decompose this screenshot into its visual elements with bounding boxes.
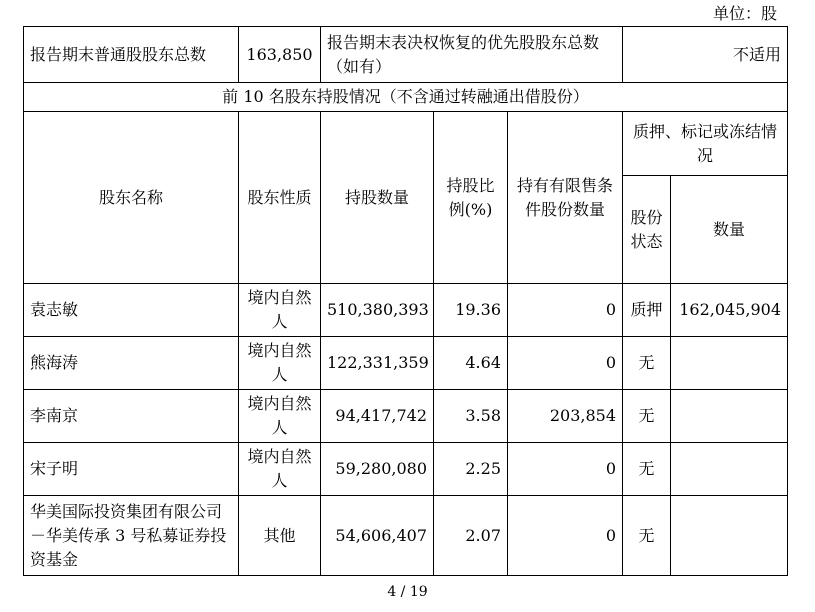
cell-shares: 510,380,393 xyxy=(321,284,434,337)
cell-name: 华美国际投资集团有限公司－华美传承 3 号私募证券投资基金 xyxy=(24,496,239,576)
cell-ratio: 2.25 xyxy=(434,443,508,496)
cell-restricted: 0 xyxy=(508,443,623,496)
cell-status: 无 xyxy=(623,390,671,443)
header-row-1 xyxy=(24,112,788,176)
cell-restricted: 0 xyxy=(508,284,623,337)
cell-qty xyxy=(671,390,788,443)
header-pledge-qty: 数量 xyxy=(671,176,788,284)
header-restricted: 持有有限售条件股份数量 xyxy=(508,112,623,284)
table-row xyxy=(24,284,788,337)
cell-status: 无 xyxy=(623,496,671,576)
table-row xyxy=(24,496,788,576)
cell-restricted: 0 xyxy=(508,496,623,576)
cell-name: 宋子明 xyxy=(24,443,239,496)
cell-ratio: 19.36 xyxy=(434,284,508,337)
cell-shares: 54,606,407 xyxy=(321,496,434,576)
cell-nature: 境内自然人 xyxy=(239,337,321,390)
common-holders-label: 报告期末普通股股东总数 xyxy=(24,27,239,83)
header-shares: 持股数量 xyxy=(321,112,434,284)
cell-name: 李南京 xyxy=(24,390,239,443)
preferred-holders-label: 报告期末表决权恢复的优先股股东总数（如有） xyxy=(321,27,623,83)
unit-label: 单位：股 xyxy=(712,4,777,23)
cell-restricted: 0 xyxy=(508,337,623,390)
header-ratio: 持股比例(%) xyxy=(434,112,508,284)
cell-status: 无 xyxy=(623,337,671,390)
header-pledge-group: 质押、标记或冻结情况 xyxy=(623,112,788,176)
header-nature: 股东性质 xyxy=(239,112,321,284)
cell-restricted: 203,854 xyxy=(508,390,623,443)
cell-shares: 59,280,080 xyxy=(321,443,434,496)
cell-nature: 境内自然人 xyxy=(239,390,321,443)
table-row xyxy=(24,390,788,443)
cell-nature: 境内自然人 xyxy=(239,284,321,337)
header-name: 股东名称 xyxy=(24,112,239,284)
cell-ratio: 3.58 xyxy=(434,390,508,443)
cell-status: 无 xyxy=(623,443,671,496)
cell-ratio: 2.07 xyxy=(434,496,508,576)
cell-shares: 122,331,359 xyxy=(321,337,434,390)
cell-shares: 94,417,742 xyxy=(321,390,434,443)
shareholder-table xyxy=(23,26,788,576)
summary-row xyxy=(24,27,788,83)
cell-qty xyxy=(671,337,788,390)
cell-name: 熊海涛 xyxy=(24,337,239,390)
common-holders-value: 163,850 xyxy=(239,27,321,83)
cell-qty xyxy=(671,443,788,496)
table-row xyxy=(24,337,788,390)
cell-nature: 境内自然人 xyxy=(239,443,321,496)
cell-nature: 其他 xyxy=(239,496,321,576)
cell-ratio: 4.64 xyxy=(434,337,508,390)
cell-qty xyxy=(671,496,788,576)
preferred-holders-value: 不适用 xyxy=(623,27,788,83)
section-title: 前 10 名股东持股情况（不含通过转融通出借股份） xyxy=(24,83,788,112)
page-indicator: 4 / 19 xyxy=(387,584,428,600)
table-row xyxy=(24,443,788,496)
section-title-row xyxy=(24,83,788,112)
cell-qty: 162,045,904 xyxy=(671,284,788,337)
cell-name: 袁志敏 xyxy=(24,284,239,337)
cell-status: 质押 xyxy=(623,284,671,337)
header-pledge-status: 股份状态 xyxy=(623,176,671,284)
